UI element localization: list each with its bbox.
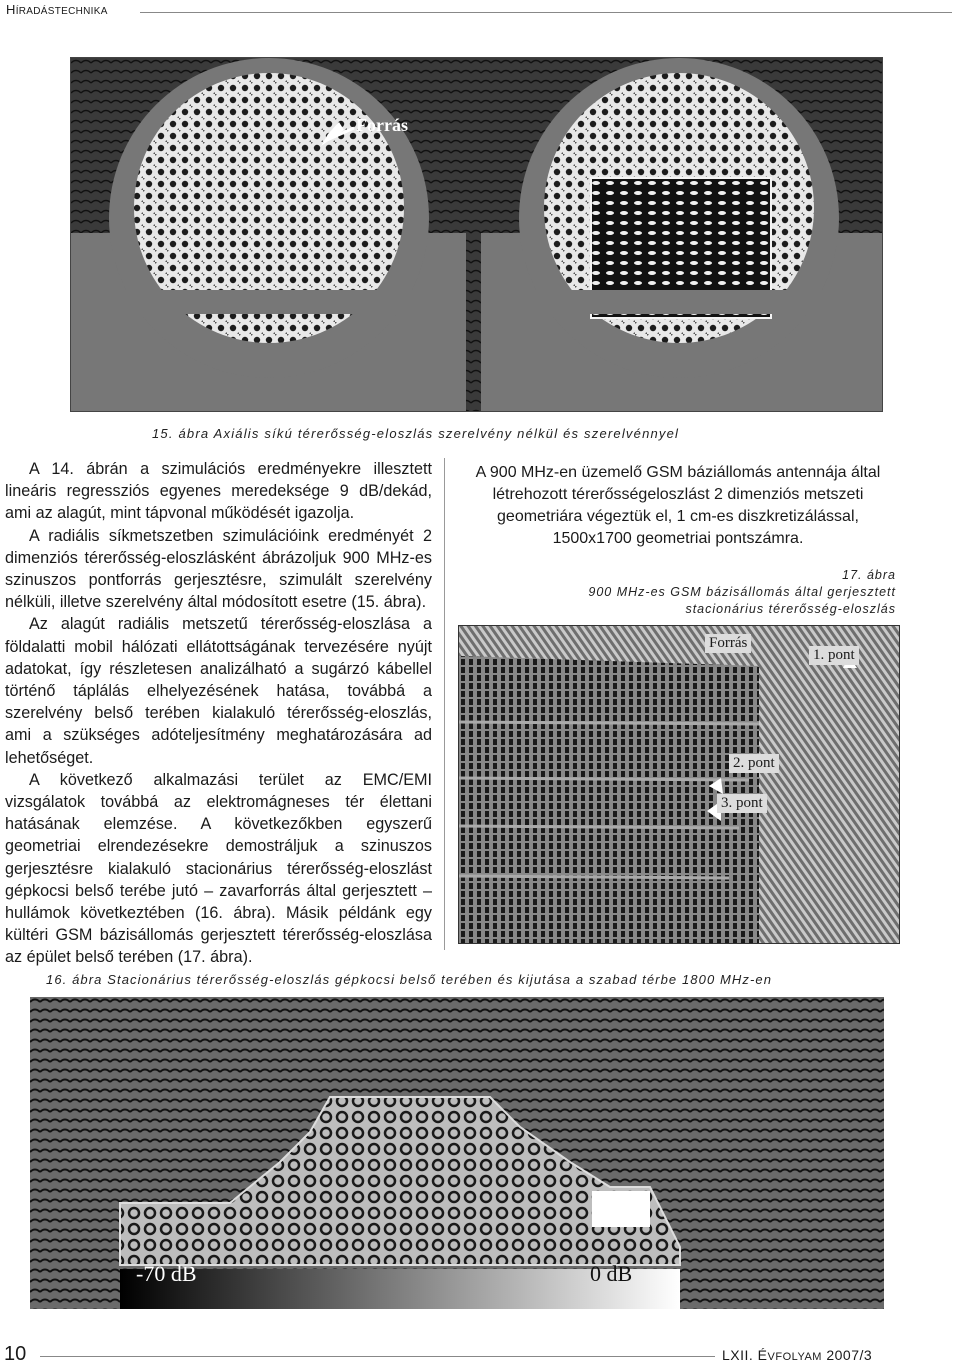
figure-15-caption: 15. ábra Axiális síkú térerősség-eloszlás szerelvény nélkül és szerelvénnyel xyxy=(152,426,680,441)
figure-17-image xyxy=(458,625,900,944)
figure-16-caption: 16. ábra Stacionárius térerősség-eloszlás gépkocsi belső terében és kijutása a szabad térbe 1800 MHz-en xyxy=(46,972,773,987)
figure-16-scale-max-label: 0 dB xyxy=(590,1261,633,1286)
right-column-text: A 900 MHz-en üzemelő GSM báziállomás antennája által létrehozott térerősségeloszlást 2 dimenziós metszeti geometriára végeztük el, 1 cm-es diszkretizálással, 1500x1700 geometriai pontszámra. xyxy=(475,464,881,547)
figure-17-svg xyxy=(459,626,899,943)
journal-name-small: VFOLYAM xyxy=(767,1351,822,1363)
figure-17-point-2-label: 2. pont xyxy=(729,754,779,773)
paragraph-1: A 14. ábrán a szimulációs eredményekre illesztett lineáris regressziós egyenes meredeksége 9 dB/dekád, ami az alagút, mint tápvonal működését igazolja. xyxy=(5,460,432,523)
figure-16-scale-min-label: -70 dB xyxy=(136,1261,197,1286)
journal-issue xyxy=(722,1347,872,1363)
figure-17-caption-label: 17. ábra xyxy=(842,568,896,582)
section-initial: H xyxy=(6,2,16,17)
figure-17-source-label: Forrás xyxy=(705,634,751,653)
journal-issue-number: 2007/3 xyxy=(826,1347,873,1363)
column-divider xyxy=(444,458,445,950)
footer-rule xyxy=(40,1356,715,1357)
figure-15-svg xyxy=(71,58,882,411)
journal-name-first: LXII. É xyxy=(722,1347,768,1363)
figure-17-caption-line-3: stacionárius térerősség-eloszlás xyxy=(685,602,896,616)
paragraph-3: Az alagút radiális metszetű térerősség-eloszlása a földalatti mobil hálózati ellátottságának tervezésére nyújt adatokat, így részletesen analizálható a sugárzó kábellel történő táplálás elhelyezésének hatása, továbbá a szerelvény belső terében kialakuló térerősség-eloszlás, ami a szükséges adóteljesítmény meghatározására ad lehetőséget. xyxy=(5,615,432,767)
header-rule xyxy=(140,12,952,13)
figure-17-caption-line-2: 900 MHz-es GSM bázisállomás által gerjesztett xyxy=(588,585,896,599)
figure-15-image xyxy=(70,57,883,412)
figure-17-caption xyxy=(458,567,896,618)
page-number: 10 xyxy=(4,1343,27,1365)
left-column xyxy=(5,458,432,969)
figure-15-source-label: Forrás xyxy=(356,115,408,135)
figure-17-point-3-label: 3. pont xyxy=(717,794,767,813)
paragraph-2: A radiális síkmetszetben szimulációink eredményét 2 dimenziós térerősség-eloszlásként ábrázoljuk 900 MHz-es szinuszos pontforrás gerjesztésre, szimulált szerelvény nélküli, illetve szerelvény által módosított esetre (15. ábra). xyxy=(5,526,432,612)
running-head xyxy=(6,2,108,17)
paragraph-4: A következő alkalmazási terület az EMC/EMI vizsgálatok továbbá az elektromágneses tér élettani hatásának elemzése. A következőkben egyszerű geometriai elrendezésekre demostráljuk a szinuszos gerjesztésre kialakuló stacionárius térerősség-eloszlást gépkocsi belső terébe jutó – zavarforrás által gerjesztett – hullámok következtében (16. ábra). Másik példánk egy kültéri GSM bázisállomás gerjesztett térerősség-eloszlása az épület belső terében (17. ábra). xyxy=(5,770,432,967)
figure-16-image xyxy=(30,997,884,1309)
section-name: ÍRADÁSTECHNIKA xyxy=(15,6,108,17)
figure-17-point-1-label: 1. pont xyxy=(809,646,859,665)
